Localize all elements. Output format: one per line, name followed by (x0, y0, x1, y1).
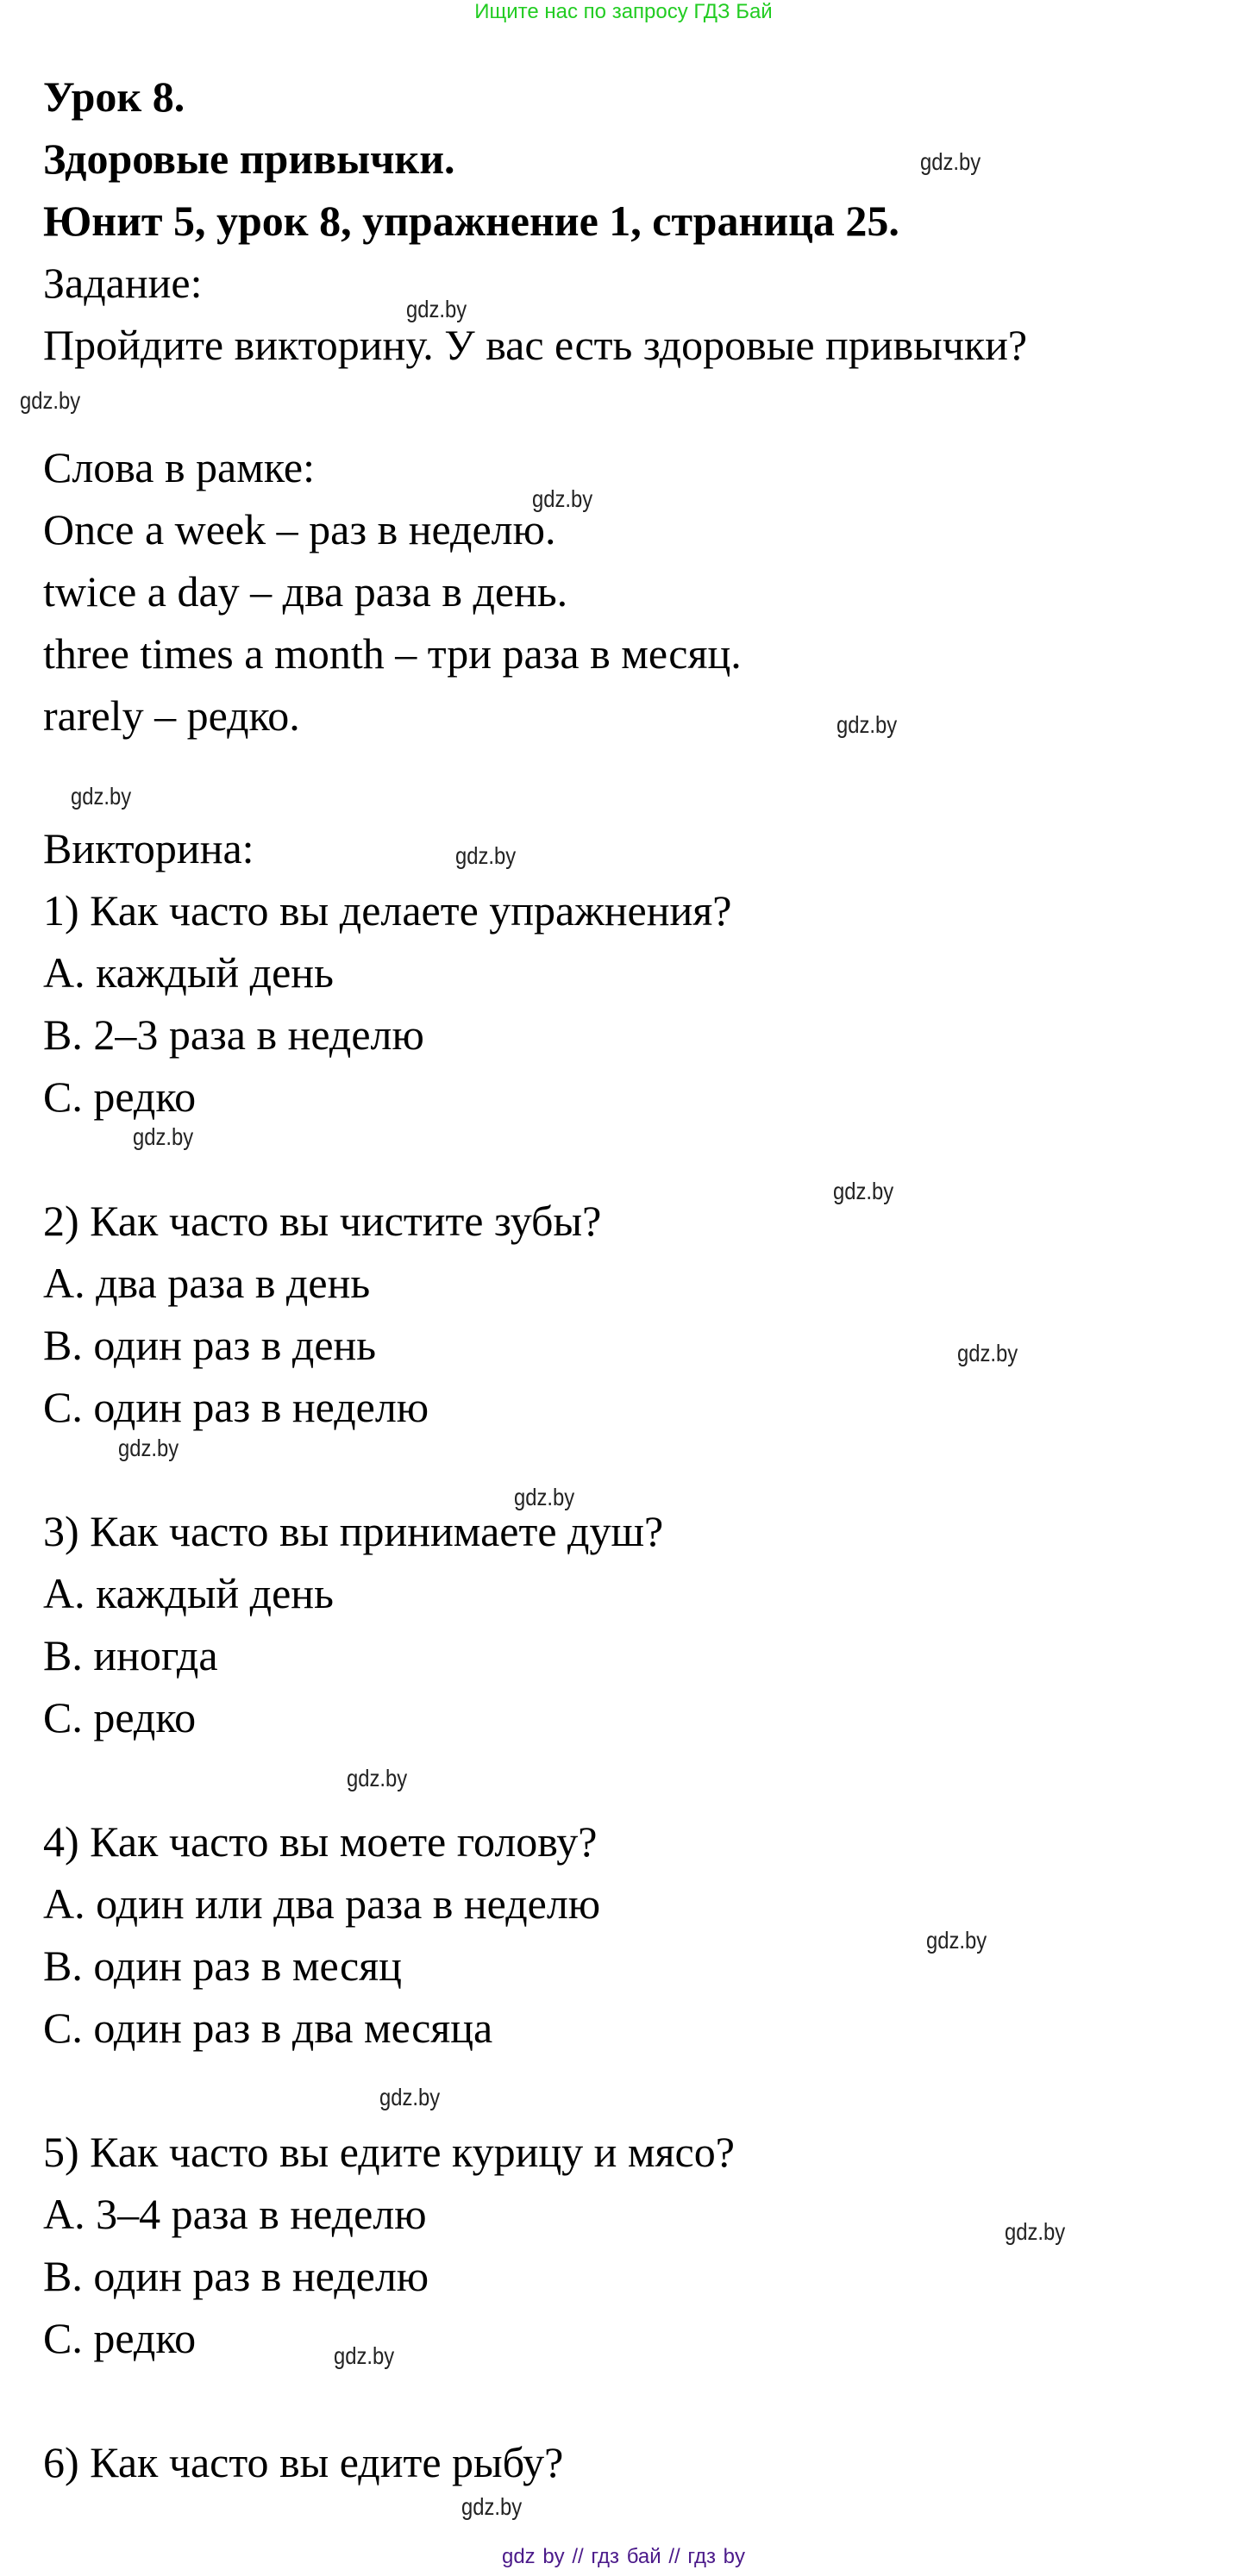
watermark: gdz.by (461, 2493, 523, 2520)
watermark: gdz.by (532, 485, 593, 512)
watermark: gdz.by (347, 1765, 408, 1791)
task-text: Пройдите викторину. У вас есть здоровые привычки? (43, 321, 1028, 369)
watermark: gdz.by (926, 1927, 987, 1954)
watermark: gdz.by (118, 1435, 179, 1461)
quiz-option-b: B. один раз в месяц (43, 1941, 402, 1990)
quiz-option-b: B. иногда (43, 1631, 218, 1679)
lesson-title: Урок 8. (43, 72, 185, 121)
word-box-label: Слова в рамке: (43, 443, 316, 491)
watermark: gdz.by (71, 783, 132, 810)
word-box-item: twice a day – два раза в день. (43, 567, 568, 616)
task-label: Задание: (43, 259, 203, 307)
watermark: gdz.by (334, 2342, 395, 2369)
watermark: gdz.by (406, 296, 467, 322)
quiz-option-b: B. 2–3 раза в неделю (43, 1010, 424, 1059)
quiz-option-a: A. один или два раза в неделю (43, 1879, 601, 1928)
watermark: gdz.by (1005, 2218, 1066, 2245)
watermark: gdz.by (133, 1123, 194, 1150)
watermark: gdz.by (920, 148, 981, 175)
lesson-topic: Здоровые привычки. (43, 134, 455, 183)
quiz-label: Викторина: (43, 824, 254, 872)
quiz-question: 3) Как часто вы принимаете душ? (43, 1507, 664, 1555)
word-box-item: three times a month – три раза в месяц. (43, 629, 742, 678)
watermark: gdz.by (514, 1484, 575, 1510)
quiz-option-b: B. один раз в день (43, 1321, 377, 1369)
quiz-option-a: A. 3–4 раза в неделю (43, 2190, 427, 2238)
quiz-option-c: C. один раз в два месяца (43, 2004, 493, 2052)
watermark: gdz.by (957, 1340, 1018, 1366)
quiz-question: 1) Как часто вы делаете упражнения? (43, 886, 732, 935)
quiz-option-b: B. один раз в неделю (43, 2252, 429, 2300)
quiz-option-a: A. каждый день (43, 948, 334, 997)
quiz-question: 6) Как часто вы едите рыбу? (43, 2438, 564, 2486)
quiz-option-c: C. один раз в неделю (43, 1383, 429, 1431)
quiz-question: 2) Как часто вы чистите зубы? (43, 1197, 602, 1245)
watermark: gdz.by (20, 387, 81, 414)
quiz-question: 5) Как часто вы едите курицу и мясо? (43, 2128, 735, 2176)
quiz-option-a: A. два раза в день (43, 1259, 371, 1307)
watermark: gdz.by (837, 711, 898, 738)
quiz-option-c: C. редко (43, 2314, 197, 2362)
exercise-reference: Юнит 5, урок 8, упражнение 1, страница 25. (43, 197, 899, 245)
quiz-question: 4) Как часто вы моете голову? (43, 1817, 598, 1866)
watermark: gdz.by (833, 1178, 894, 1204)
watermark: gdz.by (455, 842, 517, 869)
quiz-option-c: C. редко (43, 1072, 197, 1121)
quiz-option-a: A. каждый день (43, 1569, 334, 1617)
word-box-item: Once a week – раз в неделю. (43, 505, 556, 553)
top-banner: Ищите нас по запросу ГДЗ Бай (474, 0, 773, 23)
word-box-item: rarely – редко. (43, 691, 300, 740)
watermark: gdz.by (379, 2084, 441, 2110)
bottom-banner: gdz by // гдз бай // гдз by (501, 2545, 746, 2568)
quiz-option-c: C. редко (43, 1693, 197, 1741)
